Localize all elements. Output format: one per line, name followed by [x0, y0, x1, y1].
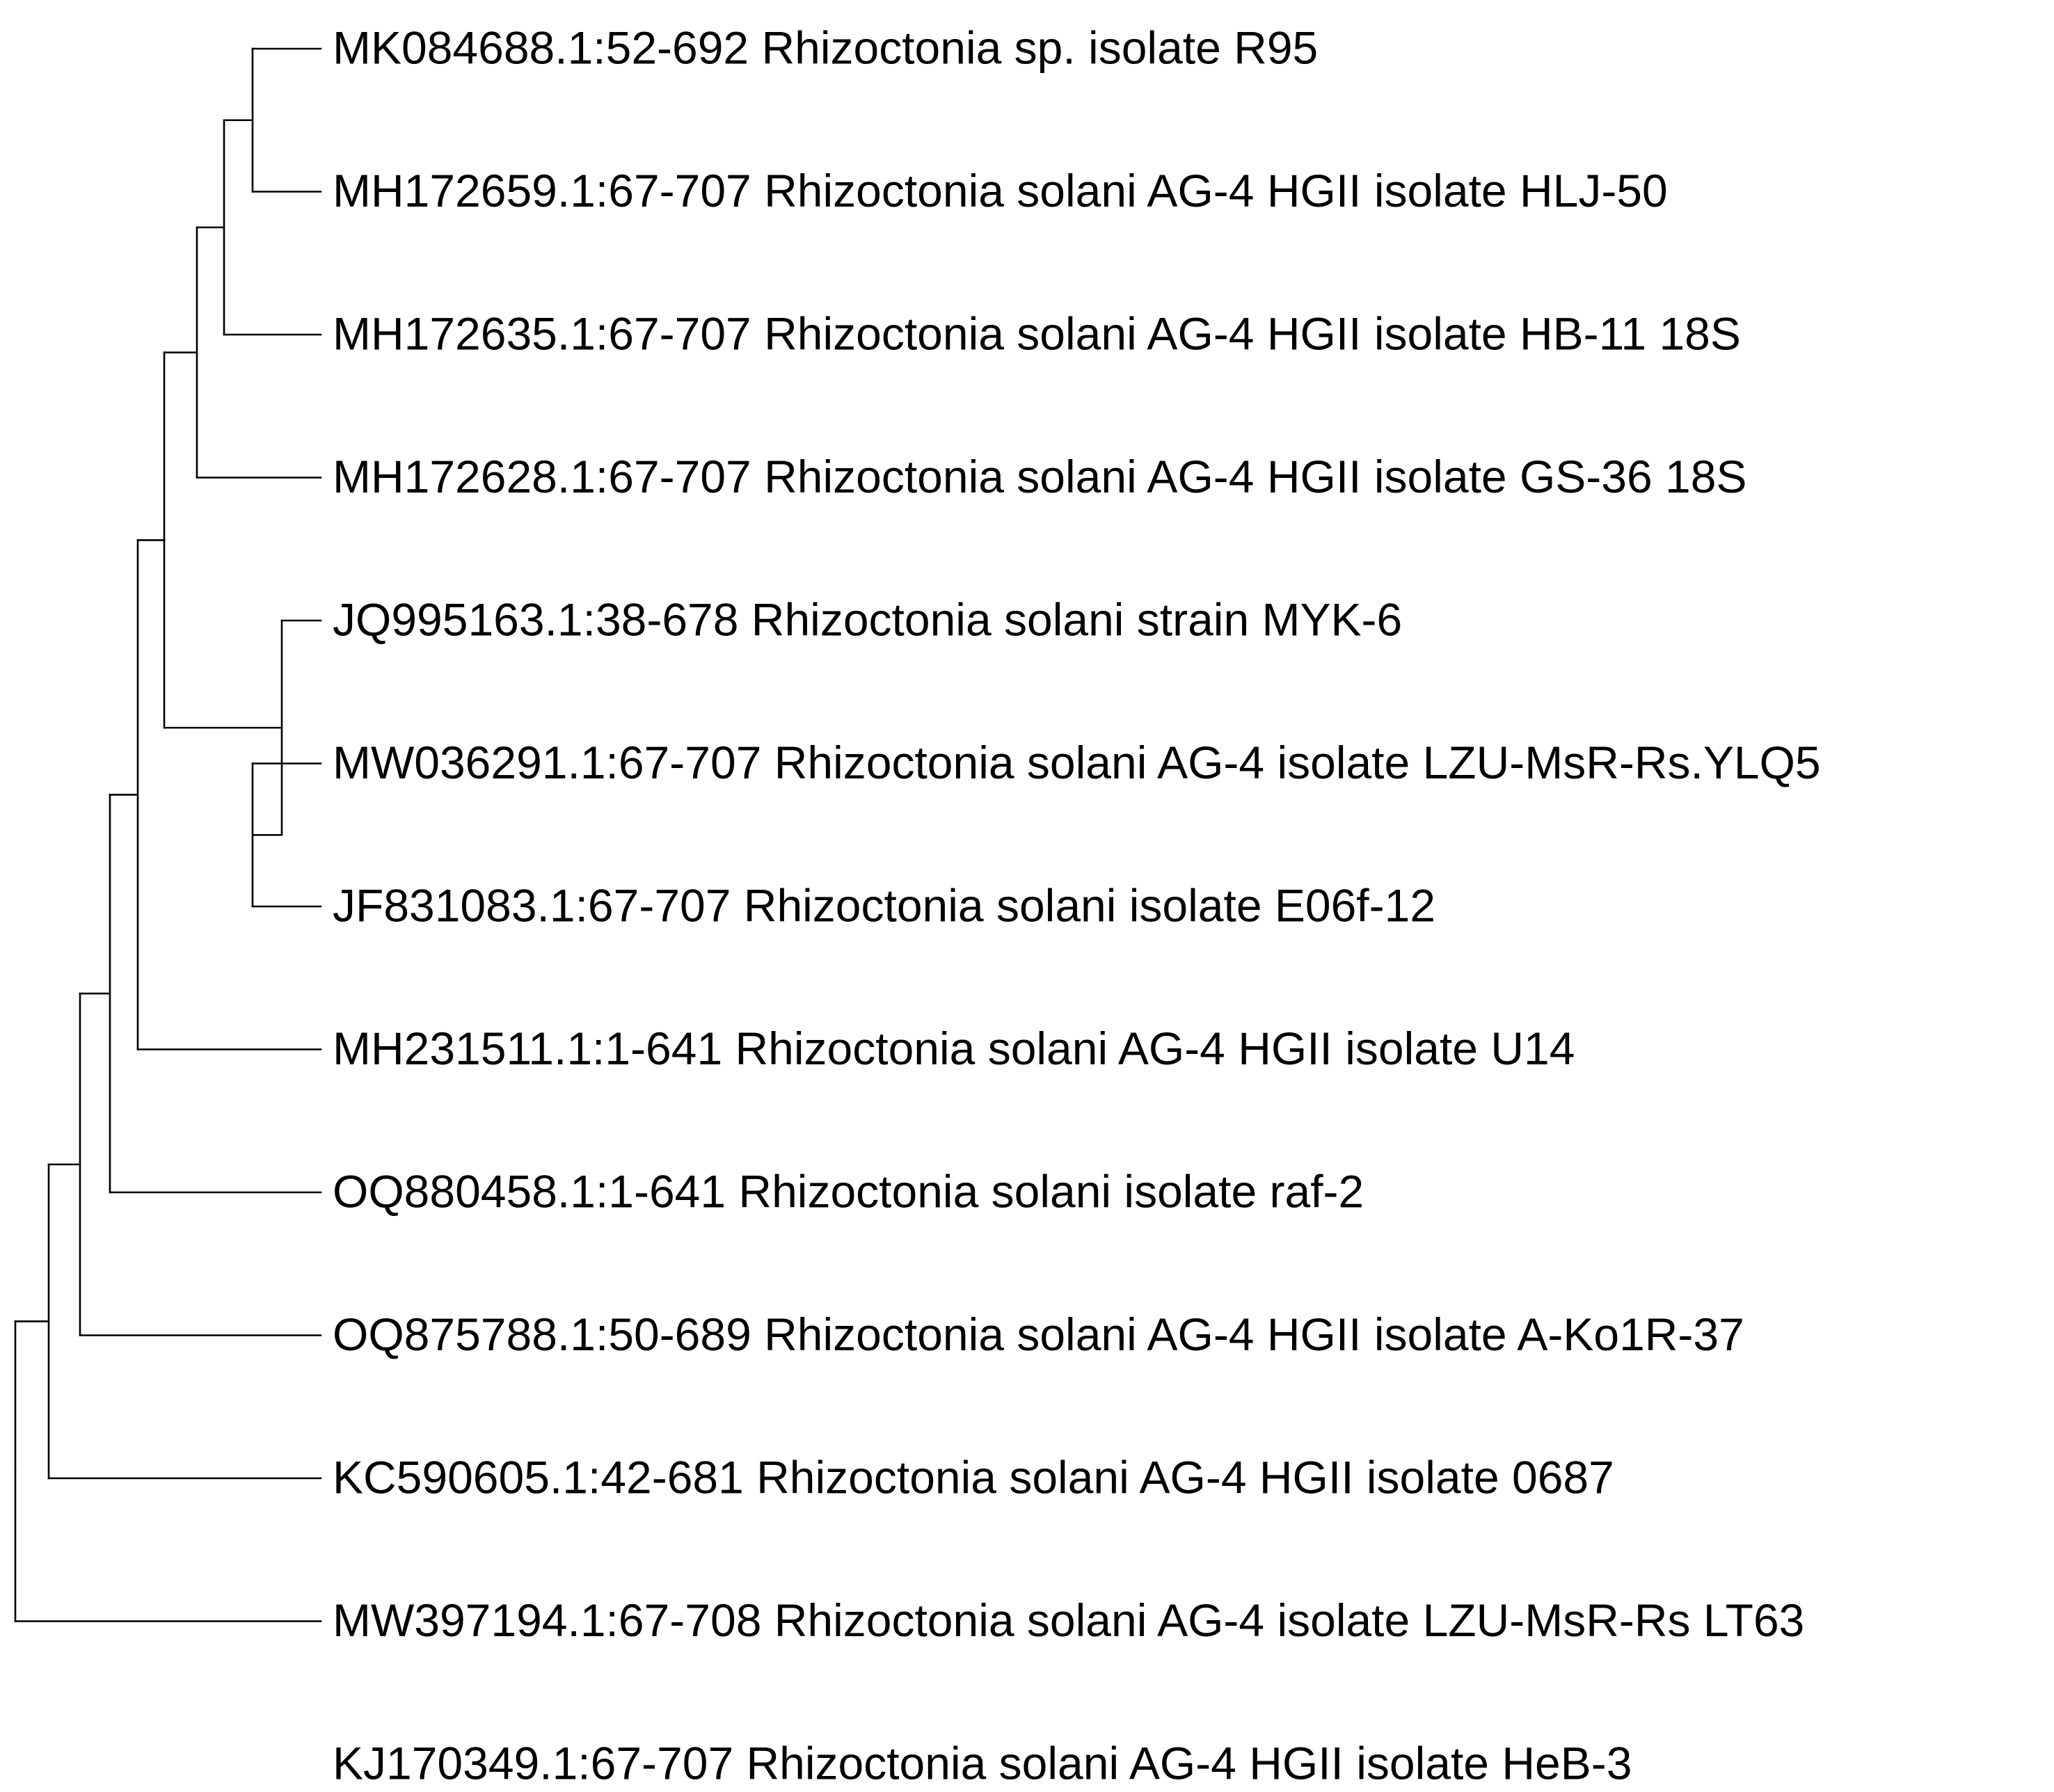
leaf-label: OQ880458.1:1-641 Rhizoctonia solani isolate raf-2 — [333, 1165, 1364, 1217]
leaf-label: MW036291.1:67-707 Rhizoctonia solani AG-4 isolate LZU-MsR-Rs.YLQ5 — [333, 736, 1821, 788]
leaf-label: KC590605.1:42-681 Rhizoctonia solani AG-4 HGII isolate 0687 — [333, 1451, 1614, 1503]
leaf-label: JF831083.1:67-707 Rhizoctonia solani isolate E06f-12 — [333, 879, 1436, 931]
leaf-labels — [333, 22, 1821, 1789]
leaf-label: OQ875788.1:50-689 Rhizoctonia solani AG-4 HGII isolate A-Ko1R-37 — [333, 1308, 1744, 1360]
leaf-label: MW397194.1:67-708 Rhizoctonia solani AG-4 isolate LZU-MsR-Rs LT63 — [333, 1594, 1805, 1646]
leaf-label: MH172628.1:67-707 Rhizoctonia solani AG-4 HGII isolate GS-36 18S — [333, 450, 1747, 502]
leaf-label: JQ995163.1:38-678 Rhizoctonia solani strain MYK-6 — [333, 593, 1403, 646]
leaf-label: MK084688.1:52-692 Rhizoctonia sp. isolate R95 — [333, 22, 1319, 74]
leaf-label: KJ170349.1:67-707 Rhizoctonia solani AG-4 HGII isolate HeB-3 — [333, 1737, 1632, 1789]
tree-branches — [15, 49, 321, 1622]
leaf-label: MH172659.1:67-707 Rhizoctonia solani AG-4 HGII isolate HLJ-50 — [333, 164, 1668, 216]
leaf-label: MH231511.1:1-641 Rhizoctonia solani AG-4 HGII isolate U14 — [333, 1022, 1575, 1074]
leaf-label: MH172635.1:67-707 Rhizoctonia solani AG-4 HGII isolate HB-11 18S — [333, 307, 1741, 360]
